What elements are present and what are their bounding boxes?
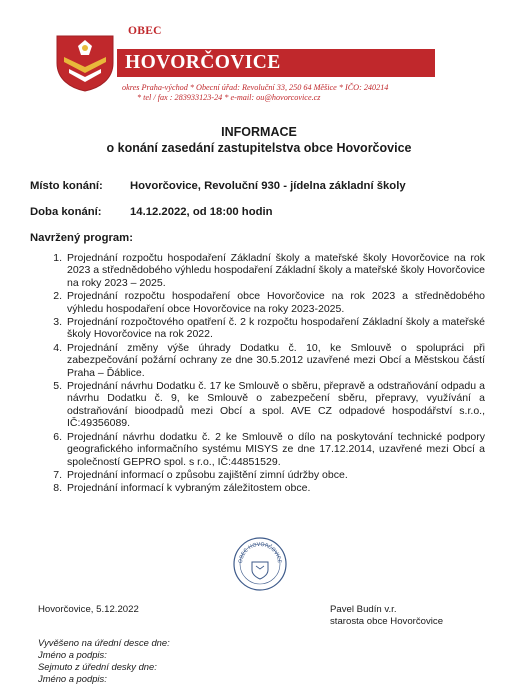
list-item-number: 4. (53, 341, 62, 354)
date-label: Doba konání: (30, 206, 102, 218)
list-item (49, 431, 485, 468)
signer-role: starosta obce Hovorčovice (330, 616, 444, 627)
signer-name: Pavel Budín v.r. (330, 604, 397, 615)
list-item-text: Projednání změny výše úhrady Dodatku č. 10, ke Smlouvě o spolupráci při zabezpečování požární ochrany ze dne 30.5.2012 uzavřené mezi Obcí a Městskou částí Praha – Ďáblice. (67, 341, 485, 379)
list-item-text: Projednání návrhu Dodatku č. 17 ke Smlouvě o sběru, přepravě a odstraňování odpadu a návrhu Dodatku č. 9, ke Smlouvě o zabezpečení sběru, přepravy, využívání a odstraňování bioodpadů mezi Obcí a spol. AVE CZ odpadové hospodářství s.r.o., IČ:49356089. (67, 380, 485, 430)
header-municipality-name: HOVORČOVICE (125, 52, 281, 73)
list-item-text: Projednání rozpočtu hospodaření Základní školy a mateřské školy Hovorčovice na rok 2023 a střednědobého výhledu hospodaření Základní školy a mateřské školy Hovorčovice na roky 2023 – 2025. (67, 252, 485, 289)
name-signature-label: Jméno a podpis: (38, 673, 107, 684)
list-item (49, 342, 485, 379)
list-item-number: 3. (53, 316, 62, 329)
place-label: Místo konání: (30, 180, 103, 192)
list-item (49, 290, 485, 315)
place-and-date: Hovorčovice, 5.12.2022 (38, 604, 139, 615)
document-subtitle: o konání zasedání zastupitelstva obce Hovorčovice (106, 141, 412, 155)
posted-on-label: Vyvěšeno na úřední desce dne: (38, 637, 170, 648)
name-signature-label: Jméno a podpis: (38, 649, 107, 660)
list-item-text: Projednání informací o způsobu zajištění zimní údržby obce. (67, 468, 348, 481)
list-item (49, 316, 485, 341)
list-item-number: 2. (53, 290, 62, 303)
program-list (49, 252, 485, 496)
list-item-number: 1. (53, 252, 62, 264)
place-value: Hovorčovice, Revoluční 930 - jídelna základní školy (130, 180, 406, 192)
list-item-text: Projednání návrhu dodatku č. 2 ke Smlouvě o dílo na poskytování technické podpory geografického informačního systému MISYS ze dne 17.12.2014, uzavřené mezi Obcí a společností GEPRO spol. s r.o., IČ:44851529. (67, 430, 485, 468)
list-item-text: Projednání rozpočtového opatření č. 2 k rozpočtu hospodaření Základní školy a mateřské školy Hovorčovice na rok 2022. (67, 316, 485, 341)
stamp-text: OBEC HOVORČOVICE (237, 541, 283, 564)
header-obec-label: OBEC (128, 25, 162, 37)
document-title: INFORMACE (221, 125, 297, 139)
list-item (49, 252, 485, 289)
list-item-text: Projednání rozpočtu hospodaření obce Hovorčovice na rok 2023 a střednědobého výhledu hospodaření obce Hovorčovice na roky 2023-2025. (67, 290, 485, 315)
list-item (49, 482, 485, 494)
date-value: 14.12.2022, od 18:00 hodin (130, 206, 273, 218)
list-item (49, 469, 485, 481)
removed-on-label: Sejmuto z úřední desky dne: (38, 661, 157, 672)
list-item-number: 8. (53, 482, 62, 495)
program-heading: Navržený program: (30, 232, 133, 244)
list-item (49, 380, 485, 430)
list-item-text: Projednání informací k vybraným záležitostem obce. (67, 482, 311, 495)
header-address-line-2: * tel / fax : 283933123-24 * e-mail: ou@hovorcovice.cz (137, 93, 321, 102)
list-item-number: 7. (53, 468, 62, 481)
list-item-number: 6. (53, 430, 62, 443)
official-stamp-icon (232, 536, 288, 592)
list-item-number: 5. (53, 380, 62, 393)
header-address-line-1: okres Praha-východ * Obecní úřad: Revoluční 33, 250 64 Měšice * IČO: 240214 (122, 83, 389, 92)
municipal-coat-of-arms-icon (54, 33, 116, 93)
